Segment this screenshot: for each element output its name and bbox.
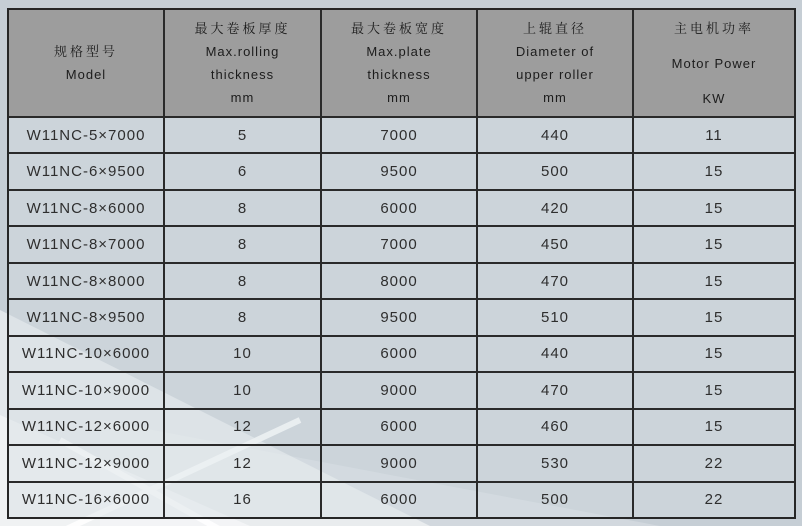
cell-max-plate-width: 9000 <box>320 446 476 480</box>
cell-upper-roller-diameter: 510 <box>476 300 632 334</box>
cell-max-plate-width: 6000 <box>320 191 476 225</box>
table-row <box>9 262 794 298</box>
cell-motor-power: 15 <box>632 373 794 407</box>
cell-model: W11NC-8×9500 <box>9 300 163 334</box>
cell-motor-power: 11 <box>632 118 794 152</box>
cell-max-plate-width: 6000 <box>320 337 476 371</box>
cell-upper-roller-diameter: 460 <box>476 410 632 444</box>
header-line-zh: 最大卷板厚度 <box>194 21 291 36</box>
header-line-en: upper roller <box>516 67 594 82</box>
table-row <box>9 152 794 188</box>
cell-model: W11NC-16×6000 <box>9 483 163 517</box>
cell-motor-power: 15 <box>632 337 794 371</box>
cell-upper-roller-diameter: 500 <box>476 154 632 188</box>
table-body <box>9 116 794 517</box>
table-row <box>9 444 794 480</box>
table-row <box>9 408 794 444</box>
header-line-en: thickness <box>210 67 275 82</box>
cell-upper-roller-diameter: 470 <box>476 264 632 298</box>
cell-model: W11NC-8×7000 <box>9 227 163 261</box>
table-row <box>9 481 794 517</box>
cell-max-plate-width: 6000 <box>320 410 476 444</box>
cell-max-rolling-thickness: 8 <box>163 300 320 334</box>
header-line-en: Max.plate <box>366 44 432 59</box>
header-line-unit: KW <box>702 90 726 106</box>
cell-max-rolling-thickness: 8 <box>163 227 320 261</box>
cell-max-rolling-thickness: 8 <box>163 264 320 298</box>
cell-model: W11NC-8×6000 <box>9 191 163 225</box>
header-cell-motor-power <box>632 10 794 116</box>
cell-motor-power: 15 <box>632 300 794 334</box>
cell-max-rolling-thickness: 10 <box>163 373 320 407</box>
cell-max-plate-width: 7000 <box>320 118 476 152</box>
cell-motor-power: 15 <box>632 227 794 261</box>
cell-max-plate-width: 6000 <box>320 483 476 517</box>
cell-model: W11NC-8×8000 <box>9 264 163 298</box>
cell-model: W11NC-12×9000 <box>9 446 163 480</box>
header-line-en: Diameter of <box>515 44 595 59</box>
table-row <box>9 225 794 261</box>
table-header-row <box>9 10 794 116</box>
cell-max-plate-width: 8000 <box>320 264 476 298</box>
table-row <box>9 335 794 371</box>
cell-max-rolling-thickness: 12 <box>163 410 320 444</box>
cell-model: W11NC-6×9500 <box>9 154 163 188</box>
cell-max-rolling-thickness: 10 <box>163 337 320 371</box>
header-cell-model <box>9 10 163 116</box>
cell-max-rolling-thickness: 8 <box>163 191 320 225</box>
header-cell-max-rolling-thickness <box>163 10 320 116</box>
header-line-zh: 最大卷板宽度 <box>350 21 447 36</box>
table-row <box>9 298 794 334</box>
cell-upper-roller-diameter: 440 <box>476 337 632 371</box>
table-row <box>9 116 794 152</box>
cell-upper-roller-diameter: 500 <box>476 483 632 517</box>
header-line-unit: mm <box>230 90 255 105</box>
cell-max-plate-width: 9500 <box>320 300 476 334</box>
cell-motor-power: 15 <box>632 191 794 225</box>
header-line-en: Max.rolling <box>205 44 280 59</box>
cell-max-plate-width: 7000 <box>320 227 476 261</box>
cell-motor-power: 15 <box>632 410 794 444</box>
cell-upper-roller-diameter: 450 <box>476 227 632 261</box>
cell-upper-roller-diameter: 530 <box>476 446 632 480</box>
cell-motor-power: 15 <box>632 154 794 188</box>
cell-model: W11NC-10×9000 <box>9 373 163 407</box>
cell-motor-power: 15 <box>632 264 794 298</box>
header-line-zh: 上辊直径 <box>522 21 587 36</box>
header-cell-max-plate-width <box>320 10 476 116</box>
spec-table <box>7 8 796 519</box>
cell-max-plate-width: 9000 <box>320 373 476 407</box>
cell-model: W11NC-10×6000 <box>9 337 163 371</box>
cell-motor-power: 22 <box>632 483 794 517</box>
cell-upper-roller-diameter: 420 <box>476 191 632 225</box>
header-line-en: Motor Power <box>671 55 757 71</box>
header-line-unit: mm <box>387 90 411 105</box>
cell-motor-power: 22 <box>632 446 794 480</box>
header-line-zh: 主电机功率 <box>673 20 754 36</box>
table-row <box>9 189 794 225</box>
cell-max-rolling-thickness: 16 <box>163 483 320 517</box>
header-line-en: thickness <box>367 67 431 82</box>
header-line-zh: 规格型号 <box>53 44 118 59</box>
cell-max-rolling-thickness: 12 <box>163 446 320 480</box>
cell-model: W11NC-12×6000 <box>9 410 163 444</box>
cell-max-rolling-thickness: 5 <box>163 118 320 152</box>
cell-model: W11NC-5×7000 <box>9 118 163 152</box>
header-cell-upper-roller-diameter <box>476 10 632 116</box>
header-line-en: Model <box>65 67 107 82</box>
cell-upper-roller-diameter: 440 <box>476 118 632 152</box>
header-line-unit: mm <box>543 90 567 105</box>
cell-max-plate-width: 9500 <box>320 154 476 188</box>
cell-max-rolling-thickness: 6 <box>163 154 320 188</box>
cell-upper-roller-diameter: 470 <box>476 373 632 407</box>
table-row <box>9 371 794 407</box>
